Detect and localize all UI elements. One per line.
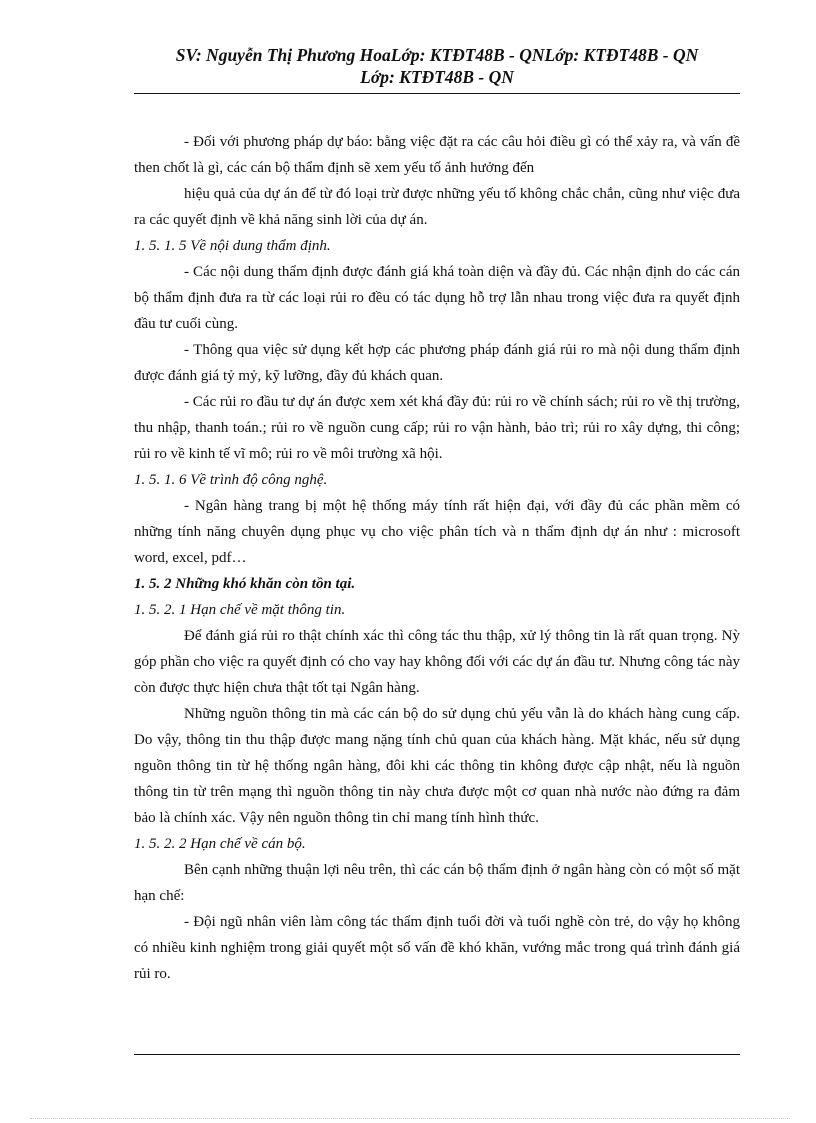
header-line-1: SV: Nguyễn Thị Phương HoaLớp: KTĐT48B - QNLớp: KTĐT48B - QN xyxy=(175,45,699,65)
footer-divider xyxy=(134,1054,740,1055)
heading-1-5-1-6: 1. 5. 1. 6 Về trình độ công nghệ. xyxy=(134,472,328,488)
header-divider xyxy=(134,93,740,94)
paragraph-risk-types: - Các rủi ro đầu tư dự án được xem xét khá đầy đủ: rủi ro về chính sách; rủi ro về thị trường, thu nhập, thanh toán.; rủi ro về nguồn cung cấp; rủi ro vận hành, bảo trì; rủi ro xây dựng, thi công; rủi ro về kinh tế vĩ mô; rủi ro về môi trường xã hội. xyxy=(134,394,740,462)
paragraph-forecast-method: - Đối với phương pháp dự báo: bằng việc đặt ra các câu hỏi điều gì có thể xảy ra, và vấn đề then chốt là gì, các cán bộ thẩm định sẽ xem yếu tố ảnh hưởng đến xyxy=(134,134,740,176)
paragraph-content-comprehensive: - Các nội dung thẩm định được đánh giá khá toàn diện và đầy đủ. Các nhận định do các cán bộ thẩm định đưa ra từ các loại rủi ro đều có tác dụng hỗ trợ lẫn nhau trong việc đưa ra quyết định đầu tư cuối cùng. xyxy=(134,264,740,332)
page-header xyxy=(134,44,740,88)
paragraph-staff-limits: Bên cạnh những thuận lợi nêu trên, thì các cán bộ thẩm định ở ngân hàng còn có một số mặt hạn chế: xyxy=(134,862,740,904)
paragraph-information-sources: Những nguồn thông tin mà các cán bộ do sử dụng chủ yếu vẫn là do khách hàng cung cấp. Do vậy, thông tin thu thập được mang nặng tính chủ quan của khách hàng. Mặt khác, nếu sử dụng nguồn thông tin từ hệ thống ngân hàng, đôi khi các thông tin không được cập nhật, nếu là nguồn thông tin từ trên mạng thì nguồn thông tin này chưa được một cơ quan nhà nước nào đứng ra đảm bảo là chính xác. Vậy nên nguồn thông tin chỉ mang tính hình thức. xyxy=(134,706,740,826)
paragraph-staff-experience: - Đội ngũ nhân viên làm công tác thẩm định tuổi đời và tuổi nghề còn trẻ, do vậy họ không có nhiều kinh nghiệm trong giải quyết một số vấn đề khó khăn, vướng mắc trong quá trình đánh giá rủi ro. xyxy=(134,914,740,982)
paragraph-combined-methods: - Thông qua việc sử dụng kết hợp các phương pháp đánh giá rủi ro mà nội dung thẩm định được đánh giá tỷ mỷ, kỹ lưỡng, đầy đủ khách quan. xyxy=(134,342,740,384)
paragraph-technology: - Ngân hàng trang bị một hệ thống máy tính rất hiện đại, với đầy đủ các phần mềm có những tính năng chuyên dụng phục vụ cho việc phân tích và n thẩm định dự án như : microsoft word, excel, pdf… xyxy=(134,498,740,566)
paragraph-forecast-method-cont: hiệu quả của dự án để từ đó loại trừ được những yếu tố không chắc chắn, cũng như việc đưa ra các quyết định về khả năng sinh lời của dự án. xyxy=(134,186,740,228)
paragraph-information-importance: Để đánh giá rủi ro thật chính xác thì công tác thu thập, xử lý thông tin là rất quan trọng. Nỳ góp phần cho việc ra quyết định có cho vay hay không đối với các dự án đầu tư. Nhưng công tác này còn được thực hiện chưa thật tốt tại Ngân hàng. xyxy=(134,628,740,696)
heading-1-5-2-2: 1. 5. 2. 2 Hạn chế về cán bộ. xyxy=(134,836,306,852)
heading-1-5-2-1: 1. 5. 2. 1 Hạn chế về mặt thông tin. xyxy=(134,602,346,618)
heading-1-5-1-5: 1. 5. 1. 5 Về nội dung thẩm định. xyxy=(134,238,331,254)
page-edge-marker xyxy=(30,1118,790,1119)
header-line-2: Lớp: KTĐT48B - QN xyxy=(360,67,514,87)
body-text xyxy=(134,129,740,987)
heading-1-5-2: 1. 5. 2 Những khó khăn còn tồn tại. xyxy=(134,576,356,592)
